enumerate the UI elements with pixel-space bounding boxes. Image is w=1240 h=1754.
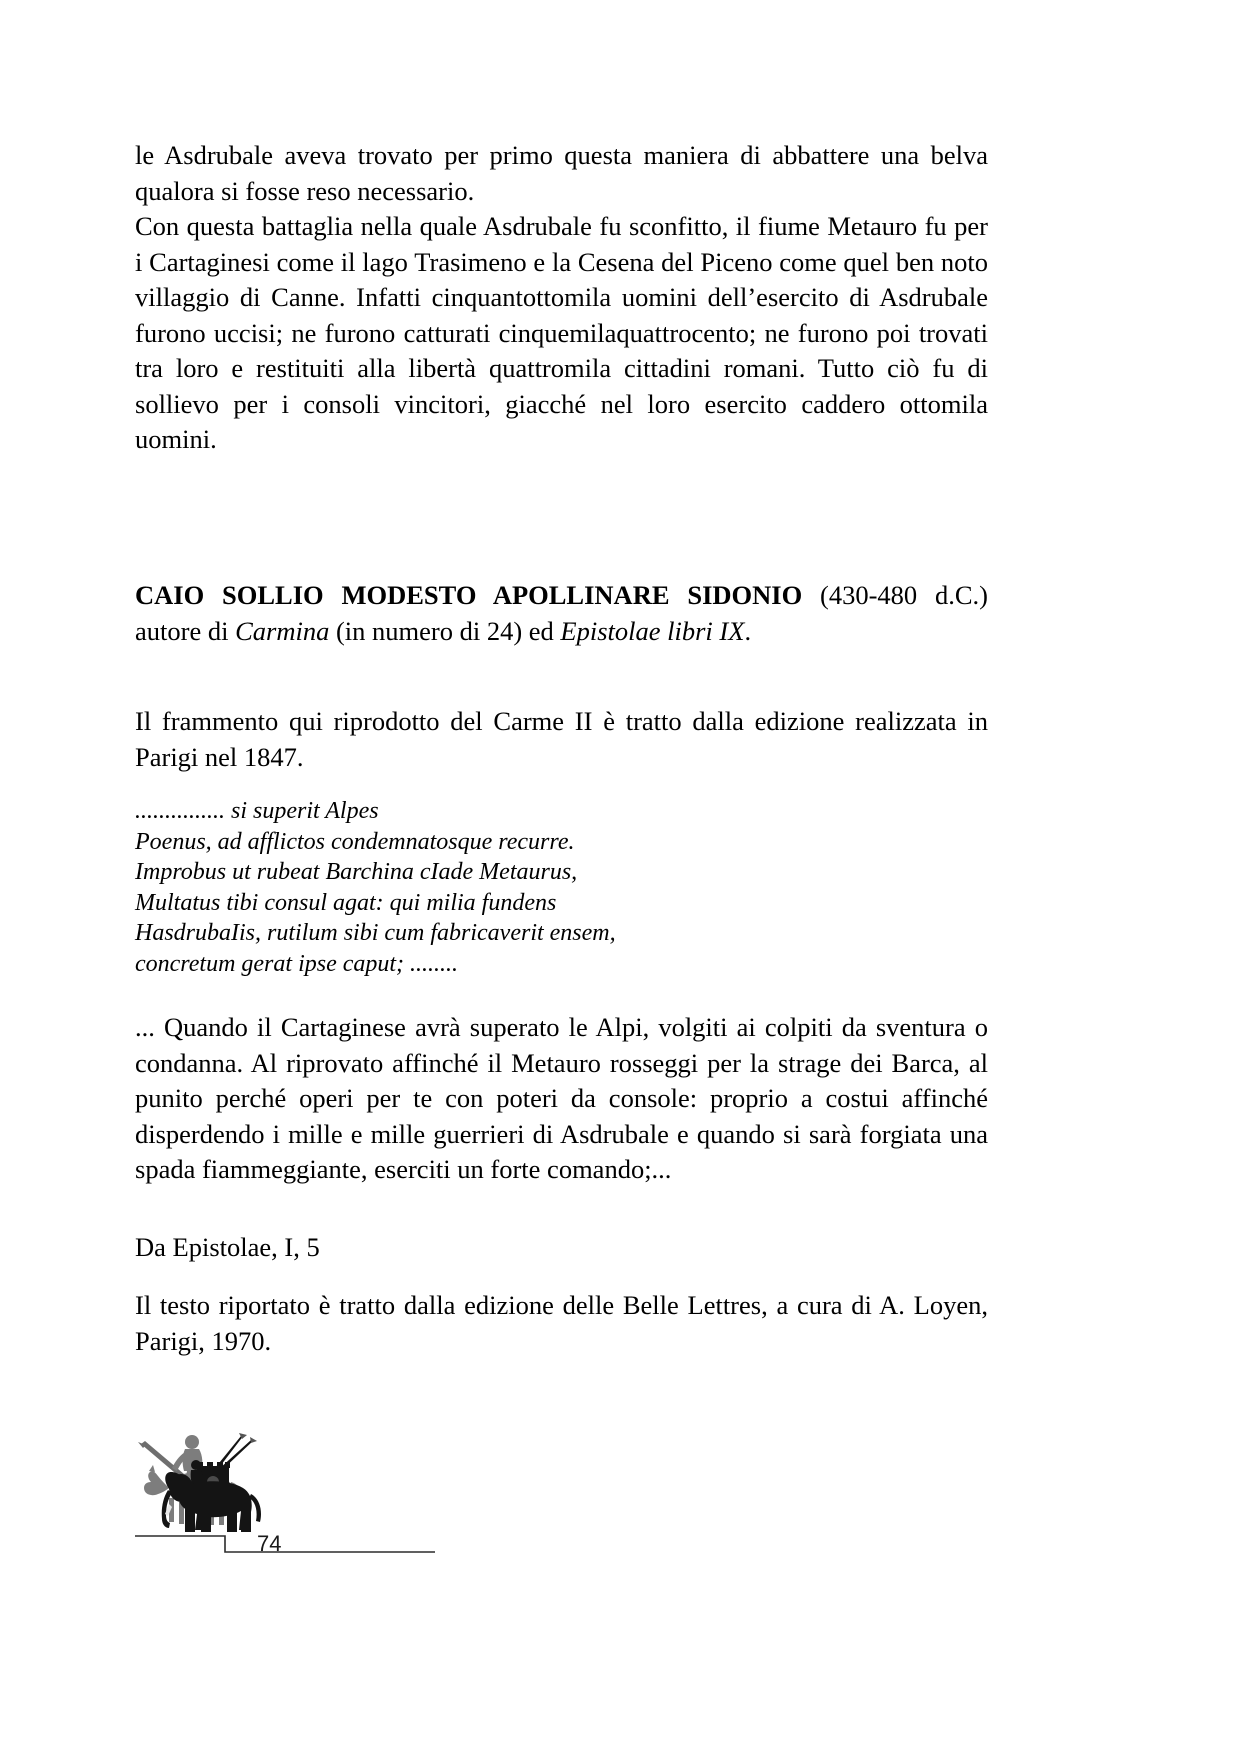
author-heading-block bbox=[135, 578, 988, 649]
paragraph-continuation: le Asdrubale aveva trovato per primo questa maniera di abbattere una belva qualora si fosse reso necessario. bbox=[135, 140, 988, 206]
war-elephant-group bbox=[162, 1433, 261, 1532]
footer-stepped-rule bbox=[135, 1530, 435, 1562]
translation-block bbox=[135, 1010, 988, 1188]
verse-line: HasdrubaIis, rutilum sibi cum fabricaverit ensem, bbox=[135, 920, 616, 946]
source-reference: Da Epistolae, I, 5 bbox=[135, 1232, 320, 1262]
mahout-head bbox=[191, 1460, 201, 1470]
translation-paragraph: ... Quando il Cartaginese avrà superato le Alpi, volgiti ai colpiti da sventura o condanna. Al riprovato affinché il Metauro rosseggi per la strage dei Barca, al punito perché operi per te con poteri da console: proprio a costui affinché disperdendo i mille e mille guerrieri di Asdrubale e quando si sarà forgiata una spada fiammeggiante, eserciti un forte comando;... bbox=[135, 1012, 988, 1184]
howdah-merlon bbox=[207, 1462, 213, 1468]
verse-line: concretum gerat ipse caput; ........ bbox=[135, 950, 459, 977]
verse-line: Improbus ut rubeat Barchina cIade Metaurus, bbox=[135, 859, 578, 885]
source-reference-block bbox=[135, 1230, 988, 1266]
howdah-merlon bbox=[225, 1462, 230, 1468]
top-text-block bbox=[135, 138, 988, 458]
page-footer bbox=[135, 1418, 435, 1563]
intro-block bbox=[135, 704, 988, 775]
latin-verse-block bbox=[135, 796, 988, 979]
work-title-epistolae: Epistolae libri IX bbox=[560, 615, 745, 646]
rider-head bbox=[185, 1435, 199, 1449]
author-heading-middle: (in numero di 24) ed bbox=[329, 615, 561, 646]
howdah-merlon bbox=[217, 1462, 223, 1468]
intro-paragraph: Il frammento qui riprodotto del Carme II è tratto dalla edizione realizzata in Parigi nel 1847. bbox=[135, 706, 988, 772]
horseman-and-war-elephant-illustration bbox=[135, 1418, 315, 1533]
elephant-ear bbox=[169, 1474, 193, 1502]
author-dates-role: (430-480 d.C.) autore di bbox=[135, 580, 988, 646]
elephant-leg bbox=[227, 1510, 237, 1532]
work-title-carmina: Carmina bbox=[235, 615, 330, 646]
page-number: 74 bbox=[257, 1531, 282, 1556]
edition-note-block bbox=[135, 1288, 988, 1359]
elephant-leg bbox=[201, 1510, 211, 1532]
edition-note-paragraph: Il testo riportato è tratto dalla edizione delle Belle Lettres, a cura di A. Loyen, Parigi, 1970. bbox=[135, 1290, 988, 1356]
elephant-leg bbox=[241, 1508, 251, 1532]
verse-line: Poenus, ad afflictos condemnatosque recurre. bbox=[135, 828, 575, 855]
verse-line: ............... si superit Alpes bbox=[135, 798, 379, 824]
verse-line: Multatus tibi consul agat: qui milia fundens bbox=[135, 889, 557, 916]
elephant-leg bbox=[185, 1508, 195, 1532]
paragraph-battle-metauro: Con questa battaglia nella quale Asdrubale fu sconfitto, il fiume Metauro fu per i Cartaginesi come il lago Trasimeno e la Cesena del Piceno come quel ben noto villaggio di Canne. Infatti cinquantottomila uomini dell’esercito di Asdrubale furono uccisi; ne furono catturati cinquemilaquattrocento; ne furono poi trovati tra loro e restituiti alla libertà quattromila cittadini romani. Tutto ciò fu di sollievo per i consoli vincitori, giacché nel loro esercito caddero ottomila uomini. bbox=[135, 211, 988, 454]
author-heading-tail: . bbox=[744, 615, 752, 646]
author-heading bbox=[135, 578, 988, 649]
horse-head bbox=[144, 1471, 169, 1495]
author-name: CAIO SOLLIO MODESTO APOLLINARE SIDONIO bbox=[135, 580, 803, 610]
